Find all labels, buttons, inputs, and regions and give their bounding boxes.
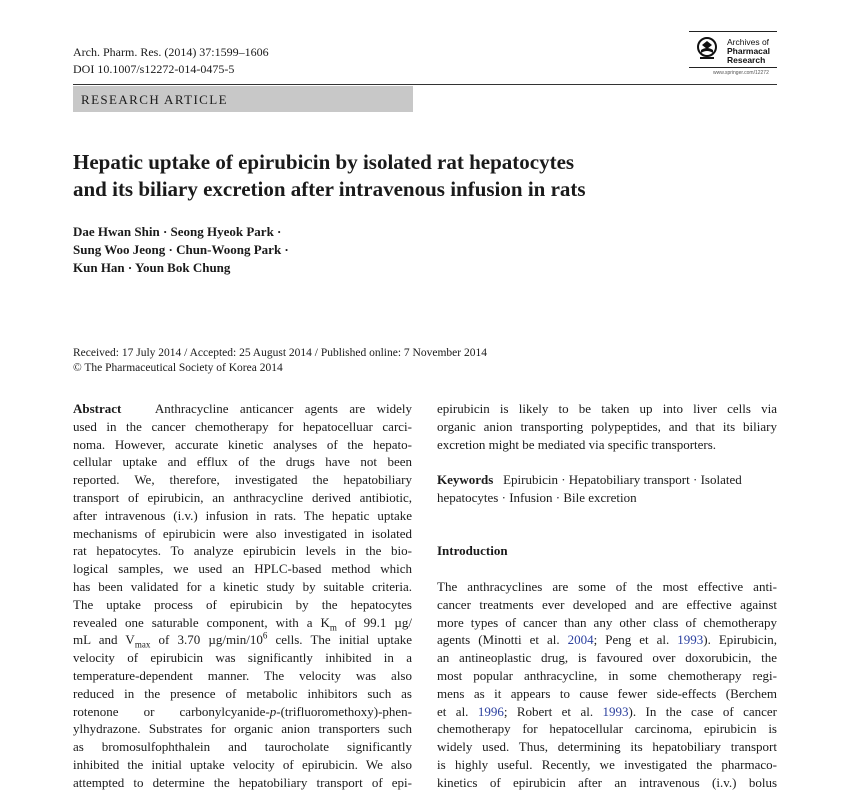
logo-url: www.springer.com/12272	[713, 70, 769, 76]
abstract-line: transport of epirubicin, an anthracycline derived antibiotic,	[73, 489, 412, 505]
keywords-label: Keywords	[437, 472, 494, 487]
section-heading-introduction: Introduction	[437, 543, 508, 558]
abstract-line: revealed one saturable component, with a $K_m$ of 99.1 µg/	[73, 614, 413, 633]
intro-line: chemotherapy for hepatocellular carcinoma, epirubicin is	[437, 721, 777, 737]
abstract-line: logical samples, we used an HPLC-based method which	[73, 561, 412, 577]
journal-logo	[689, 31, 777, 80]
journal-citation: Arch. Pharm. Res. (2014) 37:1599–1606	[73, 45, 269, 59]
abstract-line: noma. However, accurate kinetic analyses of the hepato-	[73, 436, 412, 452]
abstract-line: mL and $V_{max}$ of 3.70 $\mu g/\min/10^6$ cells. The initial uptake	[73, 631, 412, 650]
abstract-line: rat hepatocytes. To analyze epirubicin levels in the bio-	[73, 543, 412, 559]
abstract-line	[73, 400, 412, 418]
logo-line-2: Pharmacal	[727, 46, 770, 56]
journal-logo-icon	[695, 37, 719, 61]
citation-link[interactable]: 1996	[477, 703, 504, 719]
intro-line: an antineoplastic drug, is favoured over doxorubicin, the	[437, 650, 777, 666]
abstract-line: attempted to determine the hepatobiliary transport of epi-	[73, 774, 412, 790]
copyright: © The Pharmaceutical Society of Korea 2014	[73, 362, 283, 374]
abstract-line: after intravenous (i.v.) infusion in rats. The hepatic uptake	[73, 507, 412, 523]
abstract-line: cellular uptake and efflux of the drugs have not been	[73, 454, 412, 470]
logo-rule-top	[689, 31, 777, 32]
abstract-line: mechanisms of epirubicin were also investigated in isolated	[73, 525, 412, 541]
citation-link[interactable]: 1993	[602, 703, 629, 719]
intro-line: agents (Minotti et al. 2004; Peng et al. 1993). Epirubicin,	[437, 632, 777, 648]
logo-text	[727, 38, 770, 65]
article-type-banner: RESEARCH ARTICLE	[73, 86, 413, 112]
abstract-line: rotenone or carbonylcyanide-p-(trifluoromethoxy)-phen-	[73, 703, 412, 719]
received-dates: Received: 17 July 2014 / Accepted: 25 August 2014 / Published online: 7 November 2014	[73, 347, 487, 359]
abstract-text: Anthracycline anticancer agents are widely	[154, 401, 412, 416]
abstract-line: ylhydrazone. Substrates for organic anion transporters such	[73, 721, 412, 737]
keywords-line-2: hepatocytes · Infusion · Bile excretion	[437, 490, 637, 505]
abstract-left-column	[73, 400, 412, 792]
intro-line: The anthracyclines are some of the most effective anti-	[437, 579, 777, 594]
abstract-right-column	[437, 400, 777, 453]
abstract-line: reduced in the presence of metabolic inhibitors such as	[73, 685, 412, 701]
intro-line: most popular anthracycline, in some chemotherapy regi-	[437, 667, 777, 683]
intro-line: kinetics of epirubicin after an intravenous (i.v.) bolus	[437, 774, 777, 790]
title-line-2: and its biliary excretion after intravenous infusion in rats	[73, 177, 586, 201]
logo-line-1: Archives of	[727, 37, 770, 47]
keywords	[437, 471, 777, 507]
intro-line: cancer treatments ever developed and are effective against	[437, 596, 777, 612]
keywords-line-1	[437, 471, 777, 489]
header-rule	[73, 84, 777, 85]
authors-line-1: Dae Hwan Shin · Seong Hyeok Park ·	[73, 224, 282, 239]
keywords-text: Epirubicin · Hepatobiliary transport · Isolated	[503, 472, 742, 487]
abstract-label: Abstract	[73, 401, 122, 416]
authors-line-2: Sung Woo Jeong · Chun-Woong Park ·	[73, 242, 289, 257]
publication-history	[73, 346, 487, 376]
abstract-line: as bromosulfophthalein and taurocholate significantly	[73, 739, 412, 755]
intro-line: widely used. Thus, determining its hepatobiliary transport	[437, 739, 777, 755]
intro-line: more types of cancer than any other class of chemotherapy	[437, 614, 777, 630]
abstract-line: velocity of epirubicin was significantly inhibited in a	[73, 650, 412, 666]
logo-line-3: Research	[727, 55, 766, 65]
intro-line: mens as it appears to cause fewer side-effects (Berchem	[437, 685, 777, 701]
journal-header	[73, 44, 269, 78]
article-title	[73, 149, 693, 203]
abstract-line: The uptake process of epirubicin by the hepatocytes	[73, 596, 412, 612]
abstract-line: used in the cancer chemotherapy for hepatocelluar carci-	[73, 418, 412, 434]
authors-line-3: Kun Han · Youn Bok Chung	[73, 260, 231, 275]
logo-rule-bottom	[689, 67, 777, 68]
author-list	[73, 223, 289, 277]
abstract-line: excretion might be mediated via specific transporters.	[437, 436, 717, 452]
intro-line: et al. 1996; Robert et al. 1993). In the case of cancer	[437, 703, 777, 719]
abstract-line: epirubicin is likely to be taken up into liver cells via	[437, 401, 777, 416]
title-line-1: Hepatic uptake of epirubicin by isolated rat hepatocytes	[73, 150, 575, 174]
abstract-line: inhibited the initial uptake velocity of epirubicin. We also	[73, 756, 412, 772]
citation-link[interactable]: 2004	[567, 632, 594, 648]
citation-link[interactable]: 1993	[677, 632, 704, 648]
abstract-line: organic anion transporting polypeptides, and that its biliary	[437, 418, 777, 434]
introduction-body	[437, 578, 777, 792]
abstract-line: reported. We, therefore, investigated the hepatobiliary	[73, 472, 412, 488]
abstract-line: temperature-dependent manner. The velocity was also	[73, 667, 412, 683]
doi: DOI 10.1007/s12272-014-0475-5	[73, 62, 235, 76]
abstract-line: has been validated for a kinetic study by suitable criteria.	[73, 578, 412, 594]
intro-line: is highly useful. Recently, we investigated the pharmaco-	[437, 756, 777, 772]
